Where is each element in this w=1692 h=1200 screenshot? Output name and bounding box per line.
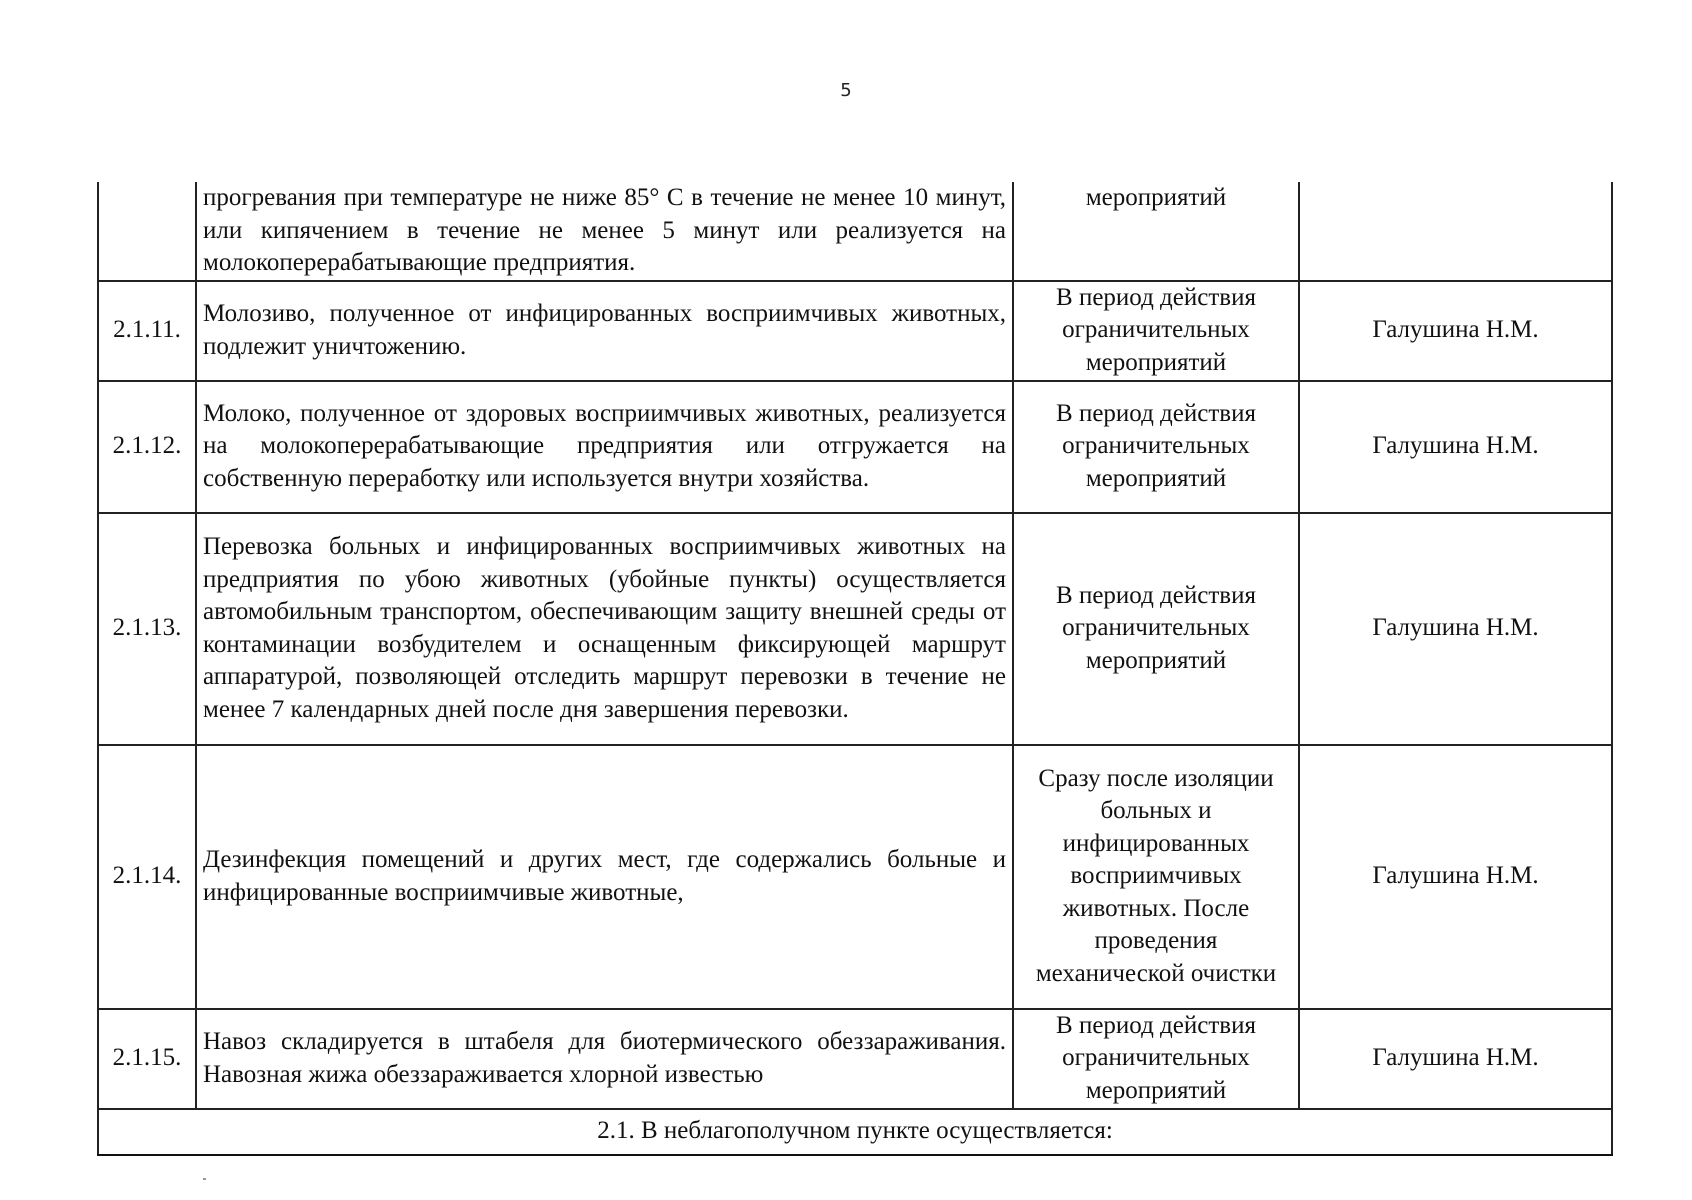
row-number: 2.1.11. bbox=[98, 281, 196, 381]
responsible-person: Галушина Н.М. bbox=[1299, 381, 1612, 513]
table-row bbox=[98, 745, 1612, 1009]
scan-artifact bbox=[203, 1178, 206, 1180]
measure-text: Молоко, полученное от здоровых восприимчивых животных, реализуется на молокоперерабатывающие предприятия или отгружается на собственную переработку или используется внутри хозяйства. bbox=[196, 381, 1013, 513]
measure-term: мероприятий bbox=[1013, 182, 1299, 281]
table-row bbox=[98, 182, 1612, 281]
measures-table bbox=[97, 182, 1613, 1156]
measure-term: В период действия ограничительных мероприятий bbox=[1013, 281, 1299, 381]
section-heading: 2.1. В неблагополучном пункте осуществляется: bbox=[98, 1109, 1612, 1155]
page-number: 5 bbox=[840, 80, 852, 101]
table-row bbox=[98, 381, 1612, 513]
measure-term: В период действия ограничительных мероприятий bbox=[1013, 1009, 1299, 1109]
responsible-person: Галушина Н.М. bbox=[1299, 281, 1612, 381]
measure-text: Навоз складируется в штабеля для биотермического обеззараживания. Навозная жижа обеззараживается хлорной известью bbox=[196, 1009, 1013, 1109]
section-heading-row bbox=[98, 1109, 1612, 1155]
table-row bbox=[98, 513, 1612, 745]
row-number: 2.1.13. bbox=[98, 513, 196, 745]
row-number bbox=[98, 182, 196, 281]
measure-text: Молозиво, полученное от инфицированных восприимчивых животных, подлежит уничтожению. bbox=[196, 281, 1013, 381]
responsible-person: Галушина Н.М. bbox=[1299, 1009, 1612, 1109]
responsible-person bbox=[1299, 182, 1612, 281]
measure-text: прогревания при температуре не ниже 85° С в течение не менее 10 минут, или кипячением в течение не менее 5 минут или реализуется на молокоперерабатывающие предприятия. bbox=[196, 182, 1013, 281]
row-number: 2.1.12. bbox=[98, 381, 196, 513]
measure-term: В период действия ограничительных мероприятий bbox=[1013, 513, 1299, 745]
table-row bbox=[98, 1009, 1612, 1109]
row-number: 2.1.14. bbox=[98, 745, 196, 1009]
table-row bbox=[98, 281, 1612, 381]
row-number: 2.1.15. bbox=[98, 1009, 196, 1109]
measure-term: Сразу после изоляции больных и инфицированных восприимчивых животных. После проведения механической очистки bbox=[1013, 745, 1299, 1009]
responsible-person: Галушина Н.М. bbox=[1299, 745, 1612, 1009]
responsible-person: Галушина Н.М. bbox=[1299, 513, 1612, 745]
measure-term: В период действия ограничительных мероприятий bbox=[1013, 381, 1299, 513]
measure-text: Перевозка больных и инфицированных восприимчивых животных на предприятия по убою животных (убойные пункты) осуществляется автомобильным транспортом, обеспечивающим защиту внешней среды от контаминации возбудителем и оснащенным фиксирующей маршрут аппаратурой, позволяющей отследить маршрут перевозки в течение не менее 7 календарных дней после дня завершения перевозки. bbox=[196, 513, 1013, 745]
measure-text: Дезинфекция помещений и других мест, где содержались больные и инфицированные восприимчивые животные, bbox=[196, 745, 1013, 1009]
